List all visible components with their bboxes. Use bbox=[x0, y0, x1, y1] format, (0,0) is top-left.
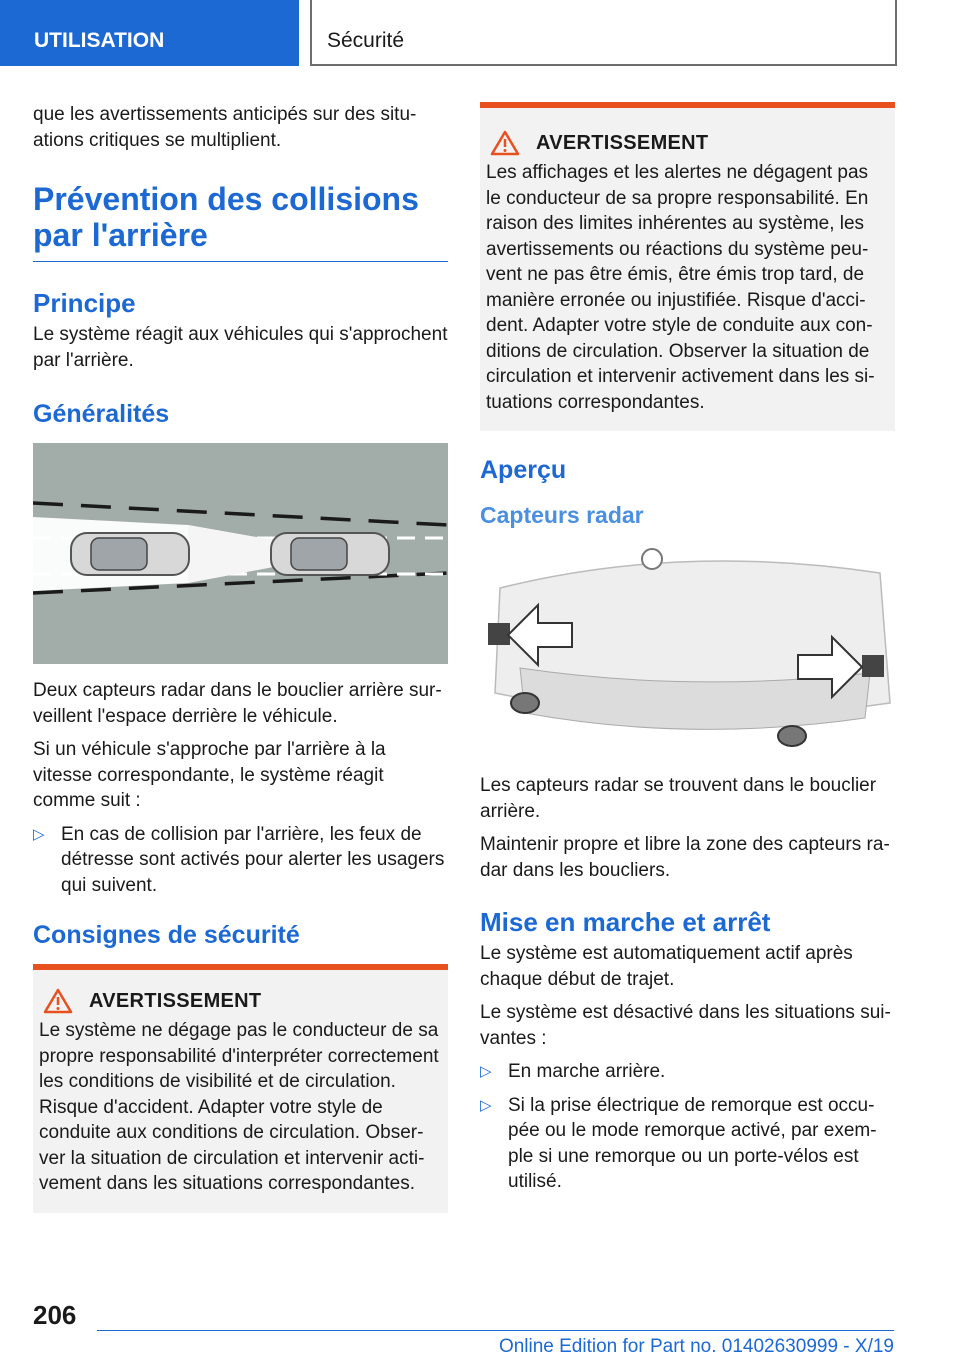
consignes-heading: Consignes de sécurité bbox=[33, 921, 300, 949]
exhaust-right-icon bbox=[778, 726, 806, 746]
triangle-bullet-icon: ▷ bbox=[480, 1096, 492, 1114]
edition-text: Online Edition for Part no. 01402630999 - X/19 bbox=[498, 1336, 894, 1357]
capteurs-para-2: Maintenir propre et libre la zone des capteurs radar dans les boucliers. bbox=[480, 834, 890, 881]
list-item-text: Si la prise électrique de remorque est occupée ou le mode remorque activé, par exemple si une remorque ou un porte-vélos est utilisé. bbox=[508, 1094, 877, 1192]
triangle-bullet-icon: ▷ bbox=[33, 825, 45, 843]
generalites-heading: Généralités bbox=[33, 400, 170, 428]
exhaust-left-icon bbox=[511, 693, 539, 713]
capteurs-heading: Capteurs radar bbox=[480, 502, 644, 528]
warning-icon bbox=[43, 988, 73, 1014]
footer-divider bbox=[97, 1330, 894, 1331]
generalites-para-1: Deux capteurs radar dans le bouclier arrière surveillent l'espace derrière le véhicule. bbox=[33, 680, 442, 727]
apercu-heading: Aperçu bbox=[480, 456, 567, 484]
marche-para-1: Le système est automatiquement actif après chaque début de trajet. bbox=[480, 943, 853, 990]
front-car-icon bbox=[271, 533, 389, 575]
list-item-text: En marche arrière. bbox=[508, 1061, 666, 1082]
warning-box bbox=[33, 964, 448, 1213]
principe-text: Le système réagit aux véhicules qui s'approchent par l'arrière. bbox=[33, 324, 448, 371]
triangle-bullet-icon: ▷ bbox=[480, 1063, 492, 1080]
principe-heading: Principe bbox=[33, 288, 136, 318]
deactivation-list bbox=[480, 1059, 895, 1195]
left-sensor-icon bbox=[488, 623, 510, 645]
right-sensor-icon bbox=[862, 655, 884, 677]
marche-heading: Mise en marche et arrêt bbox=[480, 907, 771, 937]
rear-car-icon bbox=[71, 533, 189, 575]
radar-sensor-illustration bbox=[480, 543, 895, 759]
road-diagram bbox=[33, 443, 448, 664]
left-column bbox=[33, 102, 448, 1213]
marche-para-2: Le système est désactivé dans les situations suivantes : bbox=[480, 1002, 891, 1049]
warning-box bbox=[480, 102, 895, 431]
intro-text: que les avertissements anticipés sur des situations critiques se multiplient. bbox=[33, 104, 417, 151]
warning-icon bbox=[490, 130, 520, 156]
warning-text: Les affichages et les alertes ne dégagent pas le conducteur de sa propre responsabilité. En raison des limites inhérentes au système, les avertissements ou réactions du système peuvent ne pas être émis, être émis trop tard, de manière erronée ou injustifiée. Risque d'accident. Adapter votre style de conduite aux conditions de circulation. Observer la situation de circulation et intervenir activement dans les situations correspondantes. bbox=[486, 162, 875, 413]
warning-label: AVERTISSEMENT bbox=[89, 989, 262, 1012]
page-title: Prévention des collisions par l'arrière bbox=[33, 181, 448, 262]
reaction-list bbox=[33, 822, 448, 899]
list-item bbox=[480, 1093, 895, 1195]
capteurs-para-1: Les capteurs radar se trouvent dans le bouclier arrière. bbox=[480, 775, 877, 822]
warning-text: Le système ne dégage pas le conducteur de sa propre responsabilité d'interpréter correctement les conditions de visibilité et de circulation. Risque d'accident. Adapter votre style de conduite aux conditions de circulation. Observer la situation de circulation et intervenir activement dans les situations correspondantes. bbox=[39, 1020, 439, 1194]
warning-label: AVERTISSEMENT bbox=[536, 131, 709, 154]
section-title: UTILISATION bbox=[34, 29, 165, 52]
generalites-para-2: Si un véhicule s'approche par l'arrière à la vitesse correspondante, le système réagit comme suit : bbox=[33, 739, 386, 811]
chapter-title: Sécurité bbox=[327, 29, 405, 52]
section-tab bbox=[0, 0, 299, 66]
chapter-header bbox=[310, 0, 897, 66]
collision-illustration bbox=[33, 443, 448, 664]
list-item bbox=[480, 1059, 895, 1085]
list-item-text: En cas de collision par l'arrière, les feux de détresse sont activés pour alerter les usagers qui suivent. bbox=[61, 823, 445, 896]
list-item bbox=[33, 822, 448, 899]
brand-logo-icon bbox=[642, 549, 662, 569]
rear-bumper-drawing bbox=[480, 543, 895, 759]
page-number: 206 bbox=[33, 1300, 77, 1330]
right-column bbox=[480, 102, 895, 1203]
